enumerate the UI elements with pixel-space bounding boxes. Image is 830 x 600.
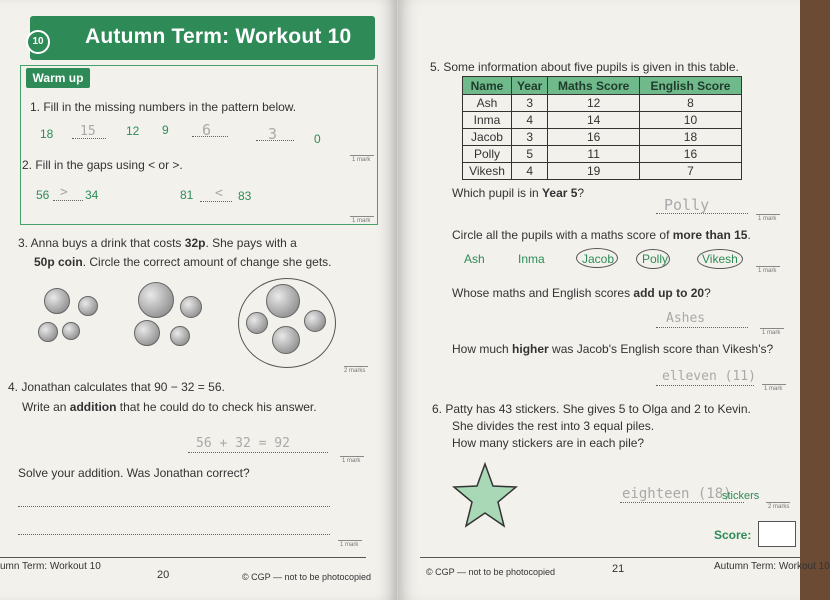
left-page-number: 20 [157,569,170,581]
coin [304,310,326,332]
table-header-row [463,77,742,95]
title-banner [30,16,375,60]
table-row [463,146,742,163]
cell: 5 [511,146,547,163]
q6-answer-line[interactable] [620,502,744,503]
q4-mark-2: 1 mark [340,542,359,548]
q3-coin: 50p coin [34,255,83,269]
cell: Polly [463,146,512,163]
q4-solve-line-2[interactable] [18,534,330,535]
q6-answer: eighteen (18) [622,486,732,502]
q6-line-2: She divides the rest into 3 equal piles. [452,419,655,433]
coin [78,296,98,316]
q5d-text [452,342,773,356]
q3-mark: 2 marks [344,368,366,374]
q5-intro: 5. Some information about five pupils is given in this table. [430,60,739,74]
cell: Inma [463,112,512,129]
q3-line1-post: . She pays with a [205,236,297,250]
q6-mark: 2 marks [768,504,790,510]
coin [38,322,58,342]
q4-mark-1: 1 mark [342,458,361,464]
header-english: English Score [639,77,741,95]
q5a-mark-line [756,214,780,215]
coin [180,296,202,318]
workout-number: 10 [32,36,44,47]
q1-mark: 1 mark [352,157,371,163]
cell: 18 [639,129,741,146]
q4-line-1: 4. Jonathan calculates that 90 − 32 = 56. [8,380,225,394]
left-copyright: © CGP — not to be photocopied [242,572,372,582]
q5d-pre: How much [452,342,513,356]
header-year: Year [511,77,547,95]
table-row [463,163,742,180]
coin [170,326,190,346]
cell: 19 [548,163,640,180]
table-row [463,95,742,112]
cell: 4 [511,163,547,180]
q2-mark: 1 mark [352,218,371,224]
option-jacob[interactable]: Jacob [582,252,615,266]
cell: 3 [511,129,547,146]
q3-mark-line [344,366,368,367]
cell: Ash [463,95,512,112]
q4-mark-line-2 [338,540,362,541]
q6-line-3: How many stickers are in each pile? [452,436,645,450]
left-footer-rule [0,557,366,558]
coin [272,326,300,354]
q5b-post: . [747,228,751,242]
coin [62,322,80,340]
q4-answer-line[interactable] [188,452,328,453]
score-box[interactable] [758,521,796,547]
cell: 11 [548,146,640,163]
q3-line-2 [34,255,331,269]
q4-line-2 [22,400,317,414]
cell: Jacob [463,129,512,146]
q1-mark-line [350,155,374,156]
star-icon [452,462,518,530]
q2-pair2-answer: < [215,186,223,201]
q5c-text [452,286,711,300]
coin [134,320,160,346]
coin [266,284,300,318]
q6-mark-line [766,502,790,503]
q2-answer-line-2[interactable] [200,201,232,202]
cell: Vikesh [463,163,512,180]
q5d-answer: elleven (11) [662,369,756,384]
q5d-bold: higher [512,342,549,356]
q5a-pre: Which pupil is in [452,186,543,200]
q1-handwritten-2: 6 [202,121,212,139]
q1-number-4: 0 [314,132,321,146]
q3-line1-pre: 3. Anna buys a drink that costs [18,236,185,250]
option-polly[interactable]: Polly [642,252,669,266]
q1-handwritten-3: 3 [268,125,278,143]
cell: 16 [548,129,640,146]
q5a-answer: Polly [664,196,710,214]
q5a-bold: Year 5 [542,186,578,200]
coin [138,282,174,318]
q5b-mark: 1 mark [758,268,777,274]
cell: 16 [639,146,741,163]
q2-text: 2. Fill in the gaps using < or >. [22,158,183,172]
q4-line-3: Solve your addition. Was Jonathan correct? [18,466,250,480]
cell: 10 [639,112,741,129]
q6-unit: stickers [722,490,760,502]
q5c-pre: Whose maths and English scores [452,286,634,300]
q2-pair1-left: 56 [36,188,50,202]
q5b-text [452,228,751,242]
q5c-mark-line [760,328,784,329]
option-ash[interactable]: Ash [464,252,485,266]
right-page-number: 21 [612,563,625,575]
q5a-text [452,186,584,200]
right-footer-rule [420,557,800,558]
q6-line-1: 6. Patty has 43 stickers. She gives 5 to Olga and 2 to Kevin. [432,402,751,416]
q1-handwritten-1: 15 [80,124,96,139]
cell: 12 [548,95,640,112]
q5d-mark-line [762,384,786,385]
q5b-bold: more than 15 [672,228,748,242]
option-inma[interactable]: Inma [518,252,545,266]
page-title: Autumn Term: Workout 10 [85,25,352,48]
q3-line-1 [18,236,297,250]
q5b-mark-line [756,266,780,267]
q1-number-2: 12 [126,124,140,138]
cell: 14 [548,112,640,129]
option-vikesh[interactable]: Vikesh [702,252,738,266]
q2-pair2-right: 83 [238,189,252,203]
q3-price: 32p [184,236,206,250]
score-label: Score: [714,528,752,542]
q5c-mark: 1 mark [762,330,781,336]
q5b-pre: Circle all the pupils with a maths score of [452,228,673,242]
q1-text: 1. Fill in the missing numbers in the pattern below. [30,100,297,114]
header-maths: Maths Score [548,77,640,95]
cell: 8 [639,95,741,112]
table-row [463,129,742,146]
table-row [463,112,742,129]
q5c-answer-line[interactable] [656,327,748,328]
q5d-answer-line[interactable] [656,385,754,386]
q2-pair2-left: 81 [180,188,194,202]
q2-mark-line [350,216,374,217]
q2-pair1-answer: > [60,185,68,200]
warm-up-box [20,65,378,225]
q3-line2-post: . Circle the correct amount of change she gets. [82,255,332,269]
q4-handwritten: 56 + 32 = 92 [196,436,290,451]
q5a-post: ? [577,186,585,200]
q5c-bold: add up to 20 [633,286,705,300]
q4-line2-pre: Write an [22,400,70,414]
cell: 3 [511,95,547,112]
header-name: Name [463,77,512,95]
workout-number-badge [26,30,50,54]
pupils-table [462,76,742,180]
q5c-post: ? [704,286,711,300]
q5d-mark: 1 mark [764,386,783,392]
warm-up-label: Warm up [26,68,90,88]
cell: 7 [639,163,741,180]
right-footer-title: Autumn Term: Workout 10 [714,561,830,572]
q4-solve-line-1[interactable] [18,506,330,507]
coin [246,312,268,334]
cell: 4 [511,112,547,129]
left-footer-title: umn Term: Workout 10 [0,561,101,572]
q5c-answer: Ashes [666,311,706,326]
q2-answer-line-1[interactable] [53,200,83,201]
q5a-mark: 1 mark [758,216,777,222]
q4-line2-post: that he could do to check his answer. [116,400,317,414]
q4-addition-word: addition [69,400,117,414]
q1-number-1: 18 [40,127,54,141]
q1-number-3: 9 [162,123,169,137]
q4-mark-line [340,456,364,457]
coin [44,288,70,314]
q5d-post: was Jacob's English score than Vikesh's? [548,342,774,356]
q2-pair1-right: 34 [85,188,99,202]
right-copyright: © CGP — not to be photocopied [426,567,556,577]
